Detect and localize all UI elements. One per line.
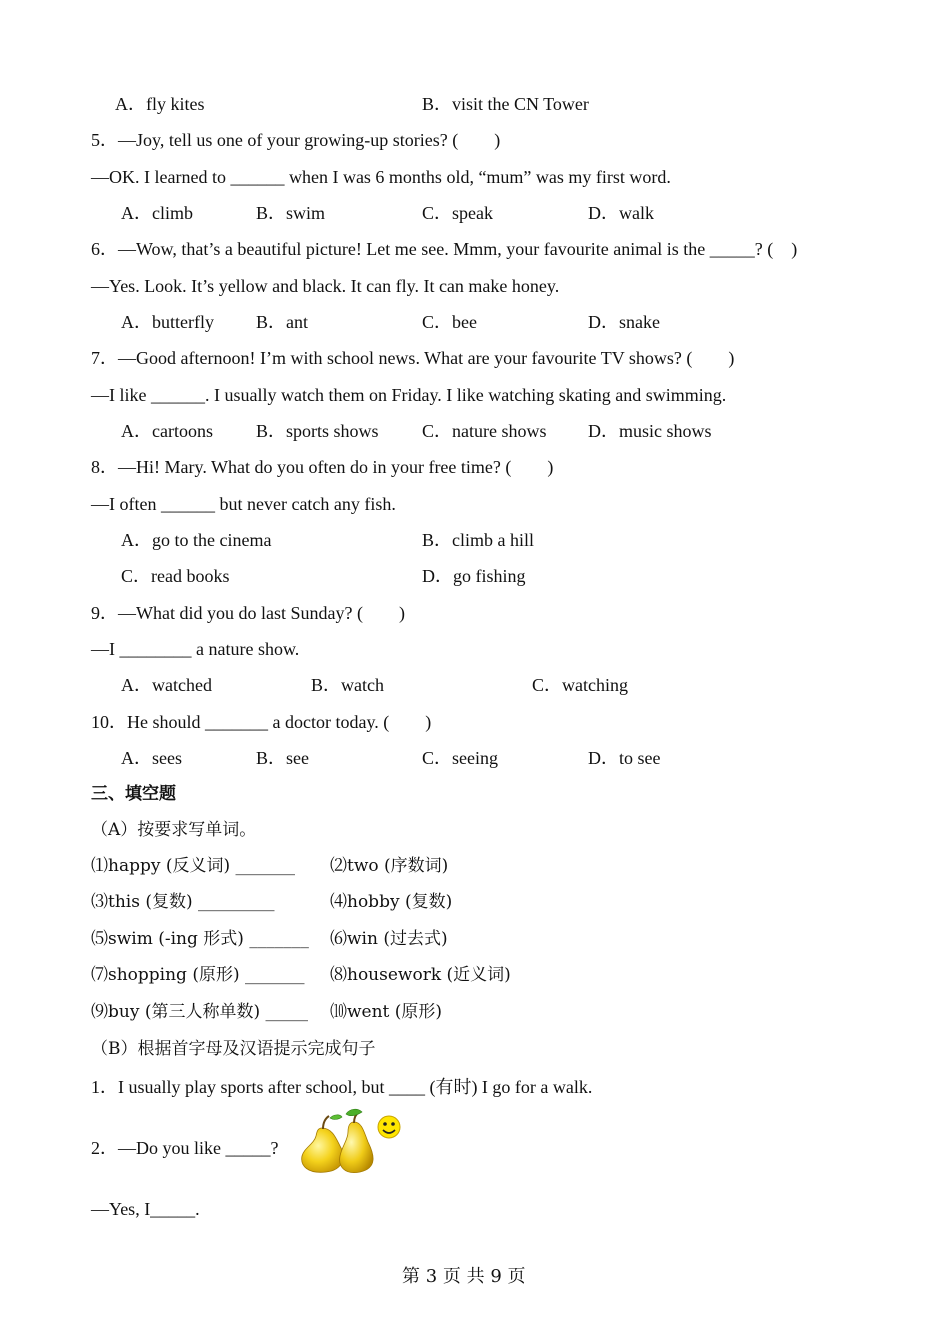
q7-option-c: C．nature shows — [422, 421, 547, 441]
smiley-icon — [378, 1116, 400, 1138]
q6-option-d: D．snake — [588, 312, 660, 332]
word-item-7: ⑺shopping (原形) _______ — [91, 965, 305, 985]
q9-line2: —I ________ a nature show. — [91, 639, 300, 659]
q9-stem: 9．—What did you do last Sunday? ( ) — [91, 603, 405, 623]
q8-option-b: B．climb a hill — [422, 530, 534, 550]
part-a-instruction: （A）按要求写单词。 — [91, 820, 257, 840]
q5-stem: 5．—Joy, tell us one of your growing-up stories? ( ) — [91, 130, 501, 150]
pear-illustration — [296, 1108, 406, 1178]
q10-option-c: C．seeing — [422, 748, 498, 768]
q4-option-b: B．visit the CN Tower — [422, 94, 589, 114]
q6-stem: 6．—Wow, that’s a beautiful picture! Let me see. Mmm, your favourite animal is the _____? ( ) — [91, 239, 798, 259]
q7-option-d: D．music shows — [588, 421, 712, 441]
pear-right-icon — [340, 1122, 373, 1173]
page-footer: 第 3 页 共 9 页 — [402, 1266, 526, 1287]
part-b-sentence-1: 1．I usually play sports after school, but ____ (有时) I go for a walk. — [91, 1077, 593, 1097]
q8-option-c: C．read books — [121, 566, 230, 586]
q6-option-c: C．bee — [422, 312, 477, 332]
q5-option-a: A．climb — [121, 203, 193, 223]
q10-option-a: A．sees — [121, 748, 182, 768]
part-b-sentence-2: 2．—Do you like _____? — [91, 1138, 279, 1158]
leaf-icon — [346, 1109, 362, 1116]
word-item-5: ⑸swim (-ing 形式) _______ — [91, 929, 309, 949]
q5-option-c: C．speak — [422, 203, 493, 223]
q9-option-c: C．watching — [532, 675, 628, 695]
word-item-9: ⑼buy (第三人称单数) _____ — [91, 1002, 309, 1022]
q8-line2: —I often ______ but never catch any fish. — [91, 494, 396, 514]
q5-line2: —OK. I learned to ______ when I was 6 months old, “mum” was my first word. — [91, 167, 671, 187]
q9-option-b: B．watch — [311, 675, 384, 695]
q4-option-a: A．fly kites — [115, 94, 205, 114]
q6-line2: —Yes. Look. It’s yellow and black. It can fly. It can make honey. — [91, 276, 560, 296]
q10-stem: 10．He should _______ a doctor today. ( ) — [91, 712, 432, 732]
part-b-instruction: （B）根据首字母及汉语提示完成句子 — [91, 1039, 376, 1059]
q10-option-d: D．to see — [588, 748, 661, 768]
q9-option-a: A．watched — [121, 675, 212, 695]
word-item-10: ⑽went (原形) — [330, 1002, 443, 1022]
word-item-4: ⑷hobby (复数) — [330, 892, 453, 912]
q7-option-a: A．cartoons — [121, 421, 213, 441]
q6-option-a: A．butterfly — [121, 312, 214, 332]
pear-left-icon — [302, 1128, 343, 1172]
q10-option-b: B．see — [256, 748, 309, 768]
q7-stem: 7．—Good afternoon! I’m with school news. What are your favourite TV shows? ( ) — [91, 348, 735, 368]
word-item-2: ⑵two (序数词) — [330, 856, 449, 876]
q8-option-a: A．go to the cinema — [121, 530, 272, 550]
q8-stem: 8．—Hi! Mary. What do you often do in your free time? ( ) — [91, 457, 554, 477]
word-item-8: ⑻housework (近义词) — [330, 965, 511, 985]
q8-option-d: D．go fishing — [422, 566, 526, 586]
q5-option-d: D．walk — [588, 203, 654, 223]
q7-option-b: B．sports shows — [256, 421, 379, 441]
q6-option-b: B．ant — [256, 312, 308, 332]
word-item-6: ⑹win (过去式) — [330, 929, 448, 949]
word-item-1: ⑴happy (反义词) _______ — [91, 856, 296, 876]
word-item-3: ⑶this (复数) _________ — [91, 892, 275, 912]
section-heading: 三、填空题 — [91, 784, 176, 804]
q5-option-b: B．swim — [256, 203, 326, 223]
part-b-answer-2: —Yes, I_____. — [91, 1199, 200, 1219]
q7-line2: —I like ______. I usually watch them on Friday. I like watching skating and swimming. — [91, 385, 727, 405]
